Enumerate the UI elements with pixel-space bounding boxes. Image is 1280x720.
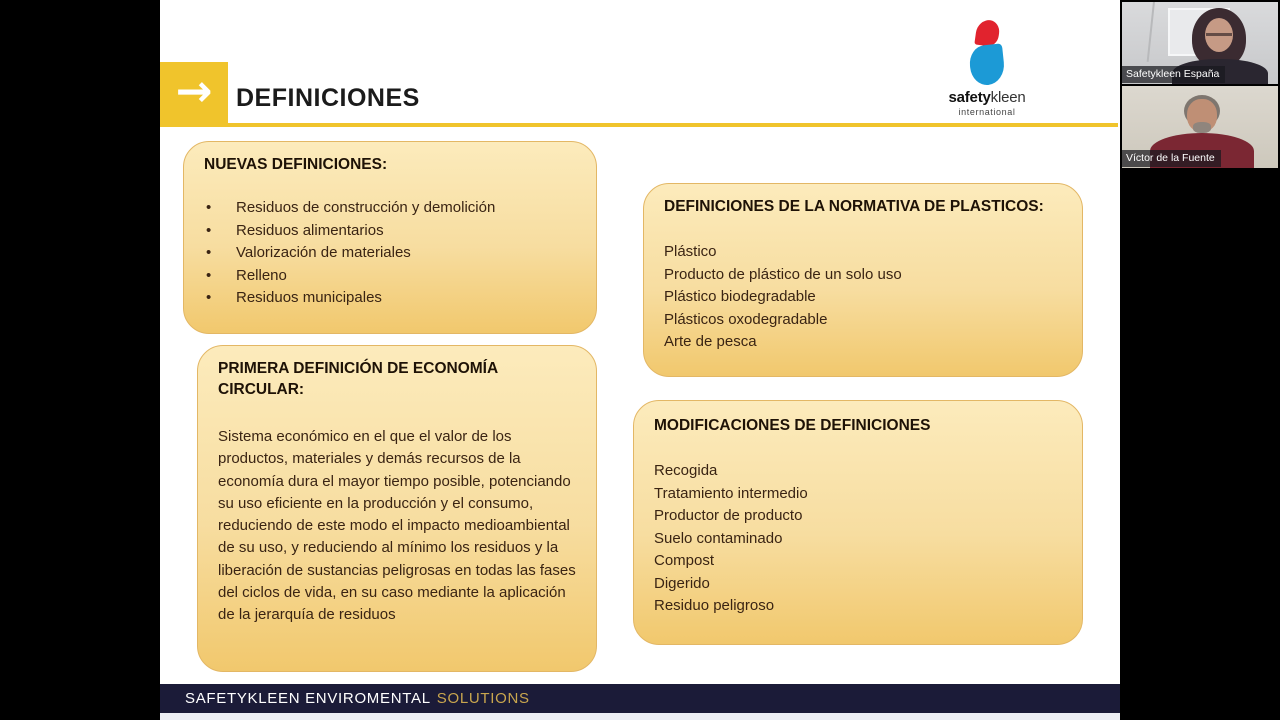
logo-word-kleen: kleen [990,89,1026,106]
list-item-text: Residuo peligroso [654,597,775,614]
title-underline [228,123,1118,127]
plain-list [664,241,1062,354]
list-item-text: Suelo contaminado [654,529,783,547]
box-primera-definicion [197,345,597,672]
bullet-list [204,197,576,310]
list-item [654,573,1062,596]
list-item [204,242,576,265]
list-item-text: Residuos alimentarios [236,221,384,239]
list-item [654,505,1062,528]
list-item-text: Residuos de construcción y demolición [236,199,496,216]
list-item [664,286,1062,309]
bullet-dot-icon: • [206,289,212,306]
participant-name-label: Safetykleen España [1122,66,1225,83]
right-arrow-icon: → [175,66,213,117]
list-item [664,241,1062,264]
video-tile-victor-de-la-fuente[interactable] [1122,86,1278,168]
list-item [654,483,1062,506]
footer-text-white: SAFETYKLEEN ENVIROMENTAL [185,690,431,707]
slide-title: DEFINICIONES [236,84,420,112]
bullet-dot-icon: • [206,221,212,239]
list-item [654,460,1062,483]
list-item-text: Digerido [654,574,710,592]
participant-beard [1193,122,1211,133]
list-item-text: Tratamiento intermedio [654,484,808,502]
background-wall-edge [1147,2,1156,62]
logo-blue-drop-icon [968,43,1006,86]
list-item-text: Arte de pesca [664,333,757,350]
logo-subtitle: international [958,107,1016,117]
list-item [654,550,1062,573]
list-item-text: Plástico biodegradable [664,288,816,305]
box-header: DEFINICIONES DE LA NORMATIVA DE PLASTICOS: [664,198,1044,215]
bullet-dot-icon: • [206,244,212,261]
list-item [204,197,576,220]
box-header: NUEVAS DEFINICIONES: [204,156,388,173]
list-item-text: Recogida [654,462,718,479]
box-header: PRIMERA DEFINICIÓN DE ECONOMÍA CIRCULAR: [218,360,498,398]
definition-paragraph: Sistema económico en el que el valor de los productos, materiales y demás recursos de la economía dura el mayor tiempo posible, potenciando su uso eficiente en la producción y el consumo, reduciendo de este modo el impacto medioambiental de su uso, y reduciendo al mínimo los residuos y la liberación de sustancias peligrosas en todas las fases del ciclos de vida, en su caso mediante la aplicación de la jerarquía de residuos [218,428,576,624]
list-item-text: Relleno [236,266,287,284]
list-item-text: Plástico [664,243,717,260]
safetykleen-logo [932,20,1042,117]
list-item [204,265,576,288]
presentation-slide [160,0,1120,720]
video-tile-safetykleen-espana[interactable] [1122,2,1278,84]
list-item-text: Producto de plástico de un solo uso [664,265,902,283]
list-item-text: Valorización de materiales [236,244,411,261]
bullet-dot-icon: • [206,199,212,216]
list-item [654,595,1062,618]
slide-footer [160,684,1120,713]
logo-wordmark [932,89,1042,106]
list-item [204,287,576,310]
webcam-panel [1120,0,1280,720]
bullet-dot-icon: • [206,266,212,284]
logo-word-safety: safety [948,89,991,106]
list-item [204,220,576,243]
list-item [654,528,1062,551]
participant-name-label: Víctor de la Fuente [1122,150,1221,167]
list-item [664,309,1062,332]
list-item-text: Residuos municipales [236,289,382,306]
list-item-text: Compost [654,552,715,569]
box-modificaciones-definiciones [633,400,1083,645]
list-item [664,331,1062,354]
box-normativa-plasticos [643,183,1083,377]
footer-bottom-strip [160,713,1120,720]
list-item [664,264,1062,287]
box-header: MODIFICACIONES DE DEFINICIONES [654,417,931,434]
plain-list [654,460,1062,618]
box-nuevas-definiciones [183,141,597,334]
list-item-text: Plásticos oxodegradable [664,310,828,328]
list-item-text: Productor de producto [654,507,803,524]
title-arrow-box [160,62,228,127]
participant-glasses [1206,33,1232,36]
footer-text-gold: SOLUTIONS [436,690,530,707]
